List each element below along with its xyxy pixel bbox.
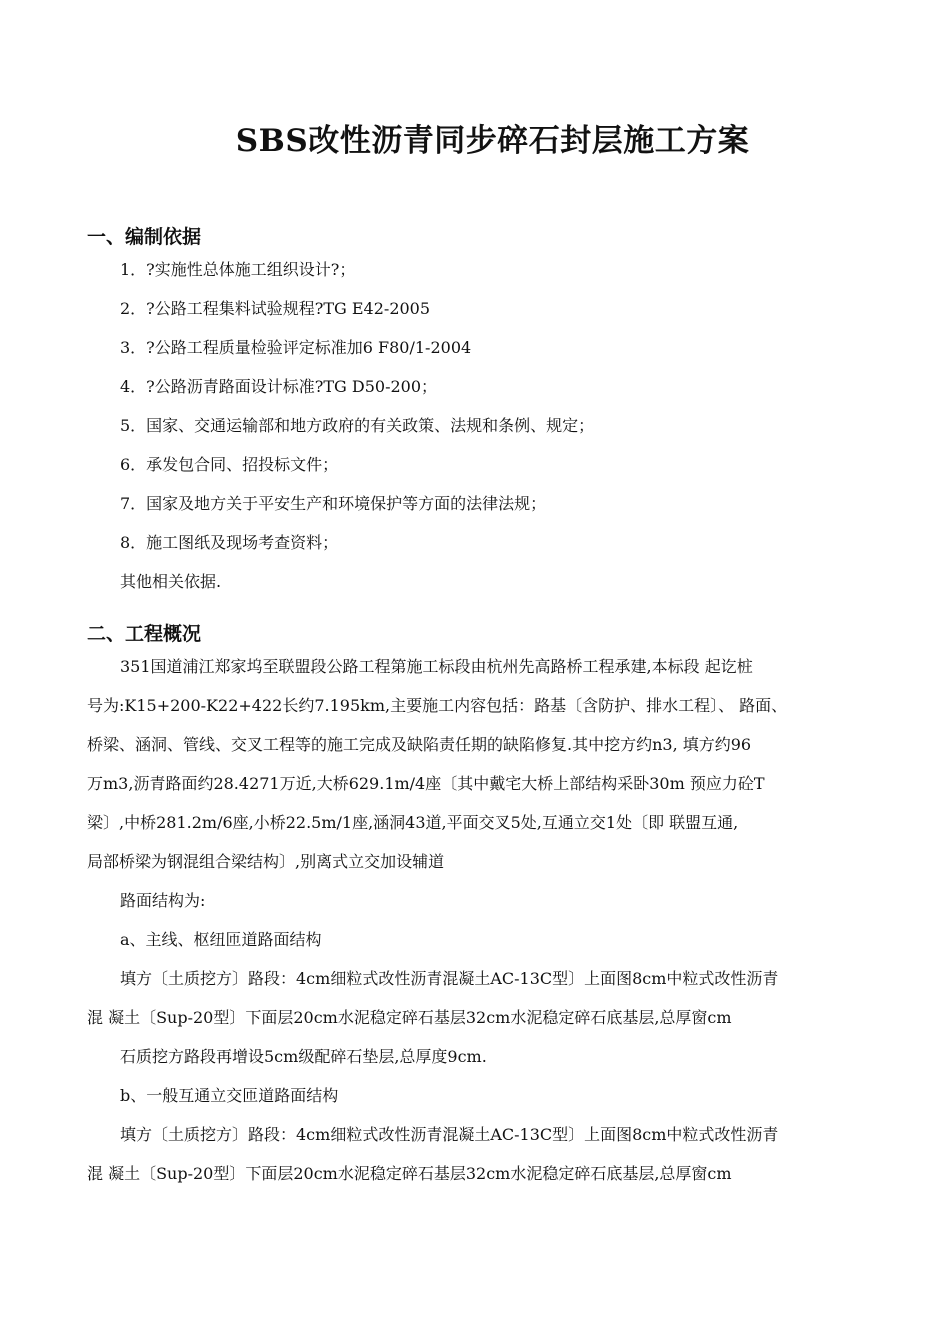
basis-item: 6．承发包合同、招投标文件； (120, 455, 339, 474)
subsection-b-heading: b、一般互通立交匝道路面结构 (120, 1086, 339, 1105)
overview-line: 局部桥梁为钢混组合梁结构〕,别离式立交加设辅道 (87, 852, 445, 871)
basis-item: 7．国家及地方关于平安生产和环境保护等方面的法律法规； (120, 494, 547, 513)
document-title: SBS改性沥青同步碎石封层施工方案 (235, 123, 750, 159)
pavement-intro: 路面结构为: (120, 891, 206, 910)
overview-line: 351国道浦江郑家坞至联盟段公路工程第施工标段由杭州先高路桥工程承建,本标段 起讫桩 (120, 657, 753, 676)
subsection-a-fill-line: 填方〔土质挖方〕路段：4cm细粒式改性沥青混凝土AC-13C型〕上面图8cm中粒式改性沥青 (120, 969, 779, 988)
subsection-a-fill-line: 混 凝土〔Sup-20型〕下面层20cm水泥稳定碎石基层32cm水泥稳定碎石底基层,总厚窗cm (87, 1008, 732, 1027)
overview-line: 号为:K15+200-K22+422长约7.195km,主要施工内容包括：路基〔含防护、排水工程〕、 路面、 (87, 696, 788, 715)
basis-item: 其他相关依据. (120, 572, 222, 591)
basis-item: 4．?公路沥青路面设计标准?TG D50-200； (120, 377, 438, 396)
section-heading-overview: 二、工程概况 (87, 623, 202, 645)
section-heading-basis: 一、编制依据 (87, 226, 202, 248)
subsection-b-fill-line: 混 凝土〔Sup-20型〕下面层20cm水泥稳定碎石基层32cm水泥稳定碎石底基层,总厚窗cm (87, 1164, 732, 1183)
overview-line: 桥梁、涵洞、管线、交叉工程等的施工完成及缺陷责任期的缺陷修复.其中挖方约n3, 填方约96 (87, 735, 752, 754)
basis-item: 5．国家、交通运输部和地方政府的有关政策、法规和条例、规定； (120, 416, 595, 435)
basis-item: 2．?公路工程集料试验规程?TG E42-2005 (120, 299, 431, 318)
overview-line: 梁〕,中桥281.2m/6座,小桥22.5m/1座,涵洞43道,平面交叉5处,互通立交1处〔即 联盟互通, (87, 813, 739, 832)
basis-item: 1．?实施性总体施工组织设计?； (120, 260, 356, 279)
subsection-a-rock: 石质挖方路段再增设5cm级配碎石垫层,总厚度9cm. (120, 1047, 487, 1066)
subsection-a-heading: a、主线、枢纽匝道路面结构 (120, 930, 322, 949)
subsection-b-fill-line: 填方〔土质挖方〕路段：4cm细粒式改性沥青混凝土AC-13C型〕上面图8cm中粒式改性沥青 (120, 1125, 779, 1144)
overview-line: 万m3,沥青路面约28.4271万近,大桥629.1m/4座〔其中戴宅大桥上部结构采卧30m 预应力砼T (87, 774, 765, 793)
basis-item: 8．施工图纸及现场考查资料； (120, 533, 339, 552)
basis-item: 3．?公路工程质量检验评定标准加6 F80/1-2004 (120, 338, 472, 357)
